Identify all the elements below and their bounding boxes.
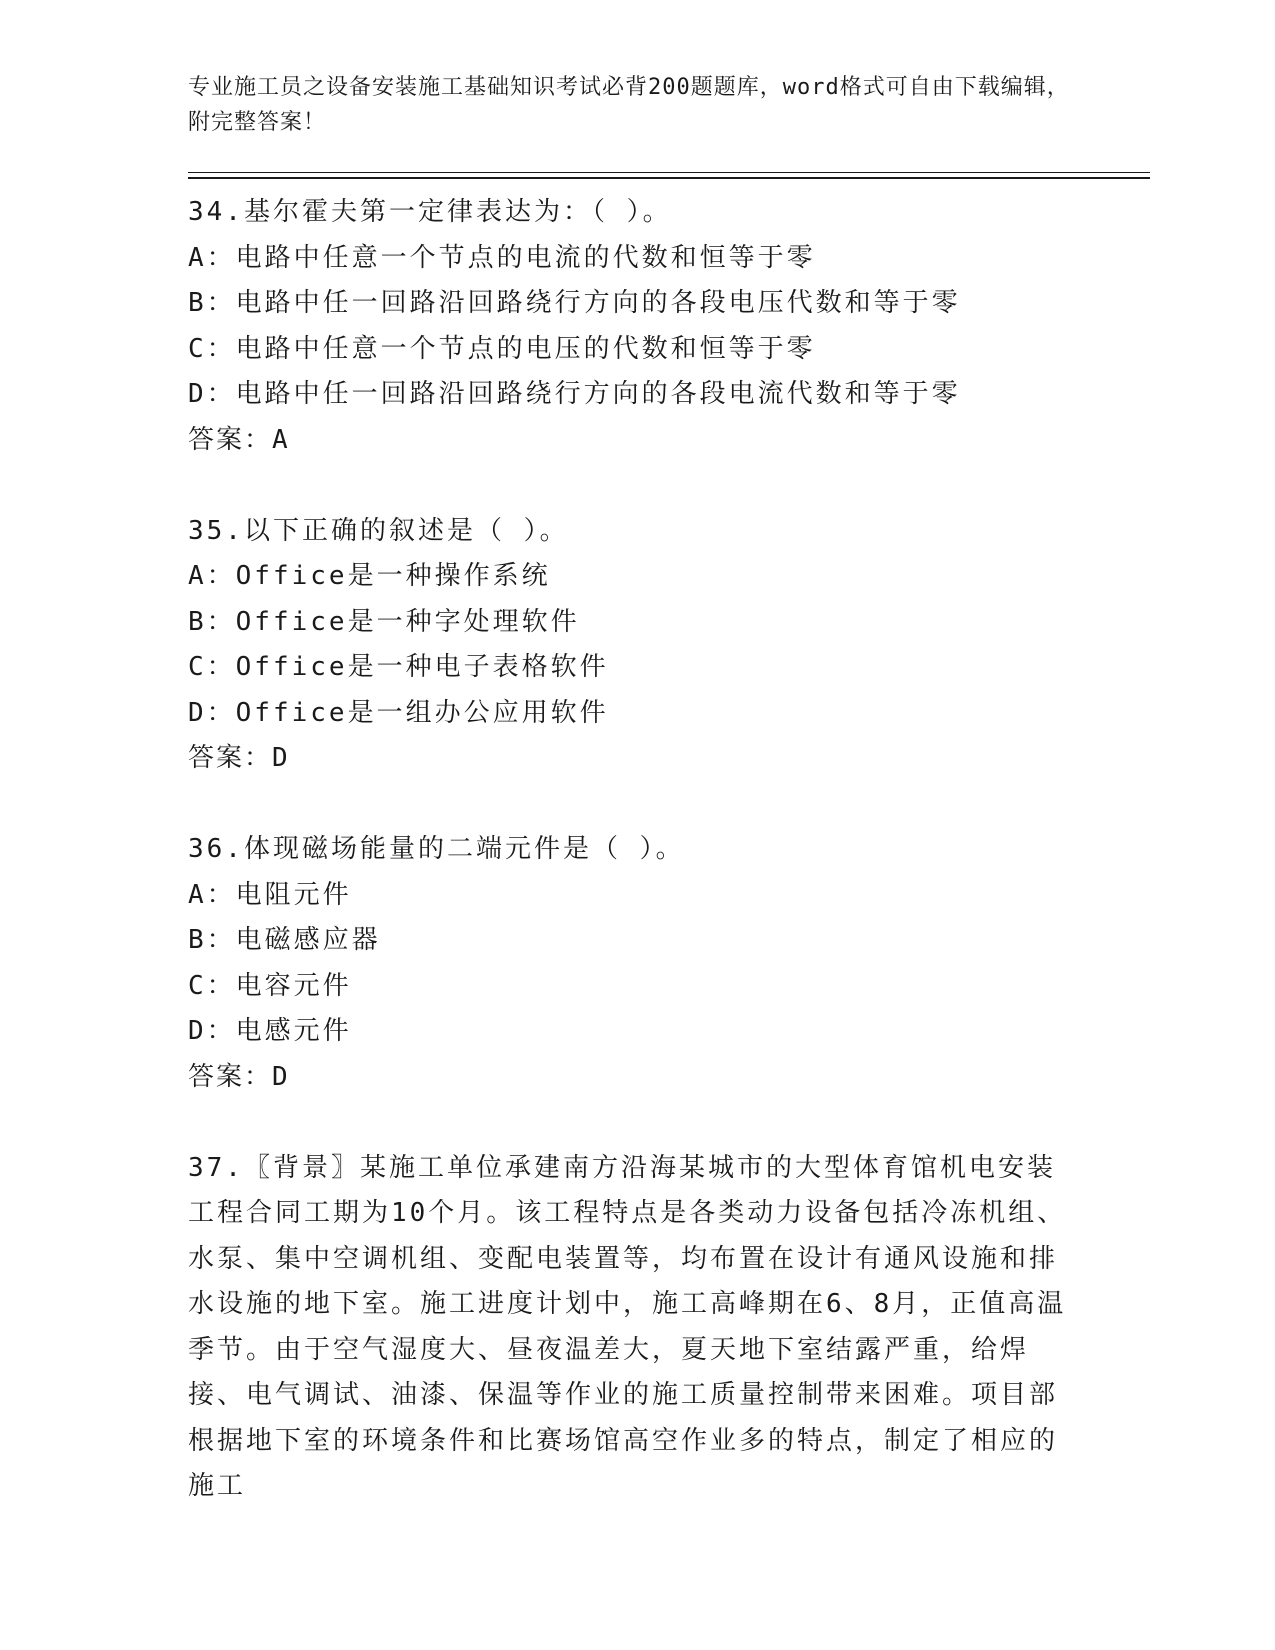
option-b: B：电路中任一回路沿回路绕行方向的各段电压代数和等于零 (188, 288, 961, 318)
answer: 答案：D (188, 743, 290, 773)
spacer (188, 1100, 1088, 1146)
question-34 (188, 190, 1088, 463)
option-c: C：电容元件 (188, 970, 352, 1001)
header-divider-thick (188, 177, 1150, 179)
answer: 答案：A (188, 424, 290, 455)
question-stem: 36.体现磁场能量的二端元件是（ ）。 (188, 834, 685, 864)
option-c: C：Office是一种电子表格软件 (188, 652, 609, 682)
option-a: A：电路中任意一个节点的电流的代数和恒等于零 (188, 242, 816, 273)
question-stem: 35.以下正确的叙述是（ ）。 (188, 515, 569, 546)
question-35 (188, 509, 1088, 782)
option-d: D：Office是一组办公应用软件 (188, 697, 609, 728)
spacer (188, 463, 1088, 509)
question-stem: 34.基尔霍夫第一定律表达为：（ ）。 (188, 197, 672, 227)
header-divider-thin (188, 172, 1150, 173)
option-a: A：Office是一种操作系统 (188, 561, 551, 591)
option-d: D：电路中任一回路沿回路绕行方向的各段电流代数和等于零 (188, 379, 961, 409)
question-37-paragraph: 37.〖背景〗某施工单位承建南方沿海某城市的大型体育馆机电安装工程合同工期为10个月。该工程特点是各类动力设备包括冷冻机组、水泵、集中空调机组、变配电装置等，均布置在设计有通风设施和排水设施的地下室。施工进度计划中，施工高峰期在6、8月，正值高温季节。由于空气湿度大、昼夜温差大，夏天地下室结露严重，给焊接、电气调试、油漆、保温等作业的施工质量控制带来困难。项目部根据地下室的环境条件和比赛场馆高空作业多的特点，制定了相应的施工 (188, 1152, 1067, 1501)
answer: 答案：D (188, 1061, 290, 1092)
option-d: D：电感元件 (188, 1016, 352, 1046)
option-c: C：电路中任意一个节点的电压的代数和恒等于零 (188, 333, 816, 364)
option-a: A：电阻元件 (188, 879, 352, 910)
document-body (188, 190, 1088, 1510)
question-36 (188, 827, 1088, 1100)
spacer (188, 782, 1088, 828)
option-b: B：Office是一种字处理软件 (188, 606, 580, 637)
option-b: B：电磁感应器 (188, 925, 381, 955)
document-header: 专业施工员之设备安装施工基础知识考试必背200题题库，word格式可自由下载编辑，附完整答案！ (188, 75, 1070, 135)
